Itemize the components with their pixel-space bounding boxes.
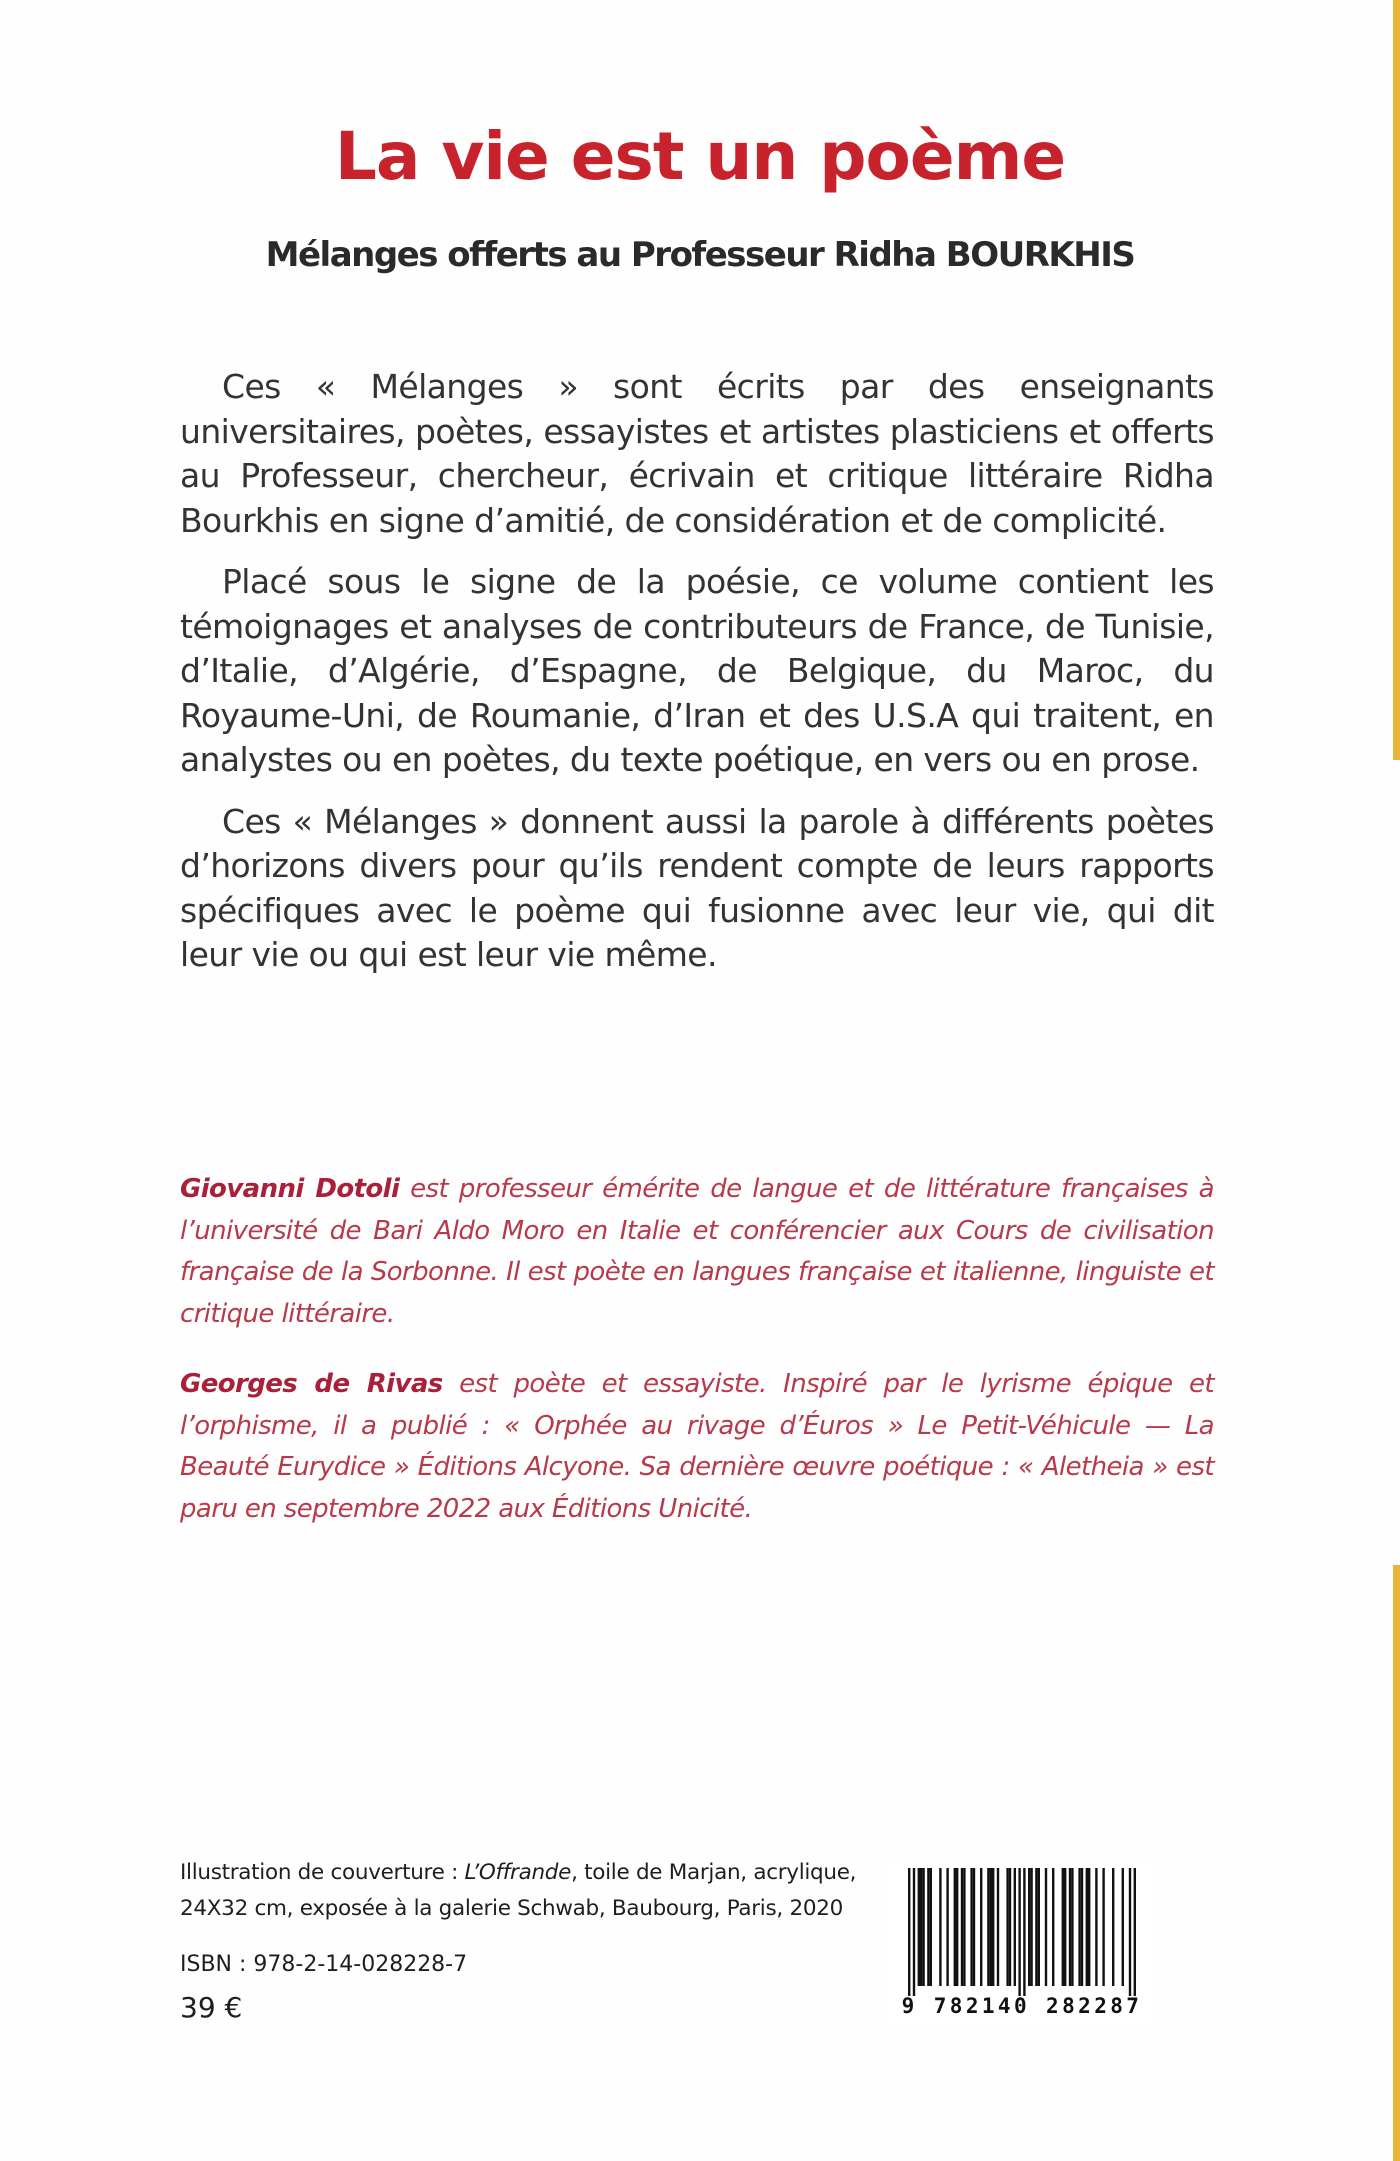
barcode-bar [1086,1868,1088,1986]
barcode-bar [1078,1868,1080,1986]
barcode-bar [927,1868,929,1986]
book-subtitle: Mélanges offerts au Professeur Ridha BOURKHIS [265,235,1135,275]
barcode-bar [1030,1868,1032,1986]
barcode-bar [963,1868,965,1986]
barcode-bars-icon [888,1862,1156,1996]
barcode-bar [1038,1868,1040,1986]
barcode-bar [1009,1868,1011,1986]
summary-paragraph: Ces « Mélanges » donnent aussi la parole à différents poètes d’horizons divers pour qu’ils rendent compte de leurs rapports spécifiques avec le poème qui fusionne avec leur vie, qui dit leur vie ou qui est leur vie même. [180,801,1214,974]
barcode-bar [930,1868,932,1986]
barcode-bar [946,1868,948,1986]
barcode-bar [954,1868,956,1986]
barcode-bar [956,1868,958,1986]
barcode-bar [1102,1868,1104,1986]
barcode-bar [1064,1868,1066,1986]
author-bio [180,1364,1214,1530]
edge-stripe-bottom [1393,1565,1400,2161]
barcode-bar [1045,1868,1047,1986]
author-name: Giovanni Dotoli [180,1174,400,1204]
barcode-bar [1134,1868,1136,1996]
barcode-bar [939,1868,941,1986]
barcode-bar [908,1868,910,1996]
barcode-bar [990,1868,992,1986]
barcode-bar [980,1868,982,1986]
barcode-digits: 9 782140 282287 [901,1994,1143,2018]
barcode-bar [987,1868,989,1986]
author-name: Georges de Rivas [180,1369,443,1399]
summary-paragraph: Ces « Mélanges » sont écrits par des enseignants universitaires, poètes, essayistes et artistes plasticiens et offerts au Professeur, chercheur, écrivain et critique littéraire Ridha Bourkhis en signe d’amitié, de considération et de complicité. [180,367,1214,540]
barcode-bar [1028,1868,1030,1986]
barcode-bar [970,1868,972,1986]
barcode-bar [1129,1868,1131,1996]
barcode-bar [1018,1868,1020,1996]
barcode-bar [1122,1868,1124,1986]
barcode-bar [1062,1868,1064,1986]
barcode-bar [997,1868,999,1986]
edge-stripe-top [1393,0,1400,760]
barcode-bar [1006,1868,1008,1986]
summary-text [180,365,1214,995]
price: 39 € [180,1991,243,2024]
barcode-bar [1035,1868,1037,1986]
cover-illustration-credit: Illustration de couverture : L’Offrande, toile de Marjan, acrylique, 24X32 cm, exposée à la galerie Schwab, Baubourg, Paris, 2020 [180,1860,857,1921]
barcode-bar [1112,1868,1114,1986]
isbn: ISBN : 978-2-14-028228-7 [180,1952,468,1977]
barcode-bar [918,1868,920,1986]
barcode-bar [1014,1868,1016,1986]
barcode-bar [1052,1868,1054,1986]
book-title: La vie est un poème [334,118,1066,195]
author-bio-text: est professeur émérite de langue et de littérature françaises à l’université de Bari Aldo Moro en Italie et conférencier aux Cours de civilisation française de la Sorbonne. Il est poète en langues française et italienne, linguiste et critique littéraire. [180,1174,1214,1329]
barcode-bar [1095,1868,1097,1986]
artwork-title: L’Offrande [464,1860,572,1885]
barcode-bar [920,1868,922,1986]
barcode-bar [1071,1868,1073,1986]
barcode [888,1862,1156,2026]
barcode-bar [1023,1868,1025,1996]
barcode-bar [1069,1868,1071,1986]
barcode-bar [922,1868,924,1986]
barcode-bar [913,1868,915,1996]
barcode-bar [992,1868,994,1986]
barcode-bar [1081,1868,1083,1986]
summary-paragraph: Placé sous le signe de la poésie, ce volume contient les témoignages et analyses de contributeurs de France, de Tunisie, d’Italie, d’Algérie, d’Espagne, de Belgique, du Maroc, du Royaume-Uni, de Roumanie, d’Iran et des U.S.A qui traitent, en analystes ou en poètes, du texte poétique, en vers ou en prose. [180,562,1214,779]
barcode-bar [1088,1868,1090,1986]
author-bio [180,1169,1214,1335]
barcode-bar [961,1868,963,1986]
barcode-bar [973,1868,975,1986]
author-bio-text: est poète et essayiste. Inspiré par le lyrisme épique et l’orphisme, il a publié : « Orphée au rivage d’Éuros » Le Petit-Véhicule — La Beauté Eurydice » Éditions Alcyone. Sa dernière œuvre poétique : « Aletheia » est paru en septembre 2022 aux Éditions Unicité. [180,1369,1215,1524]
